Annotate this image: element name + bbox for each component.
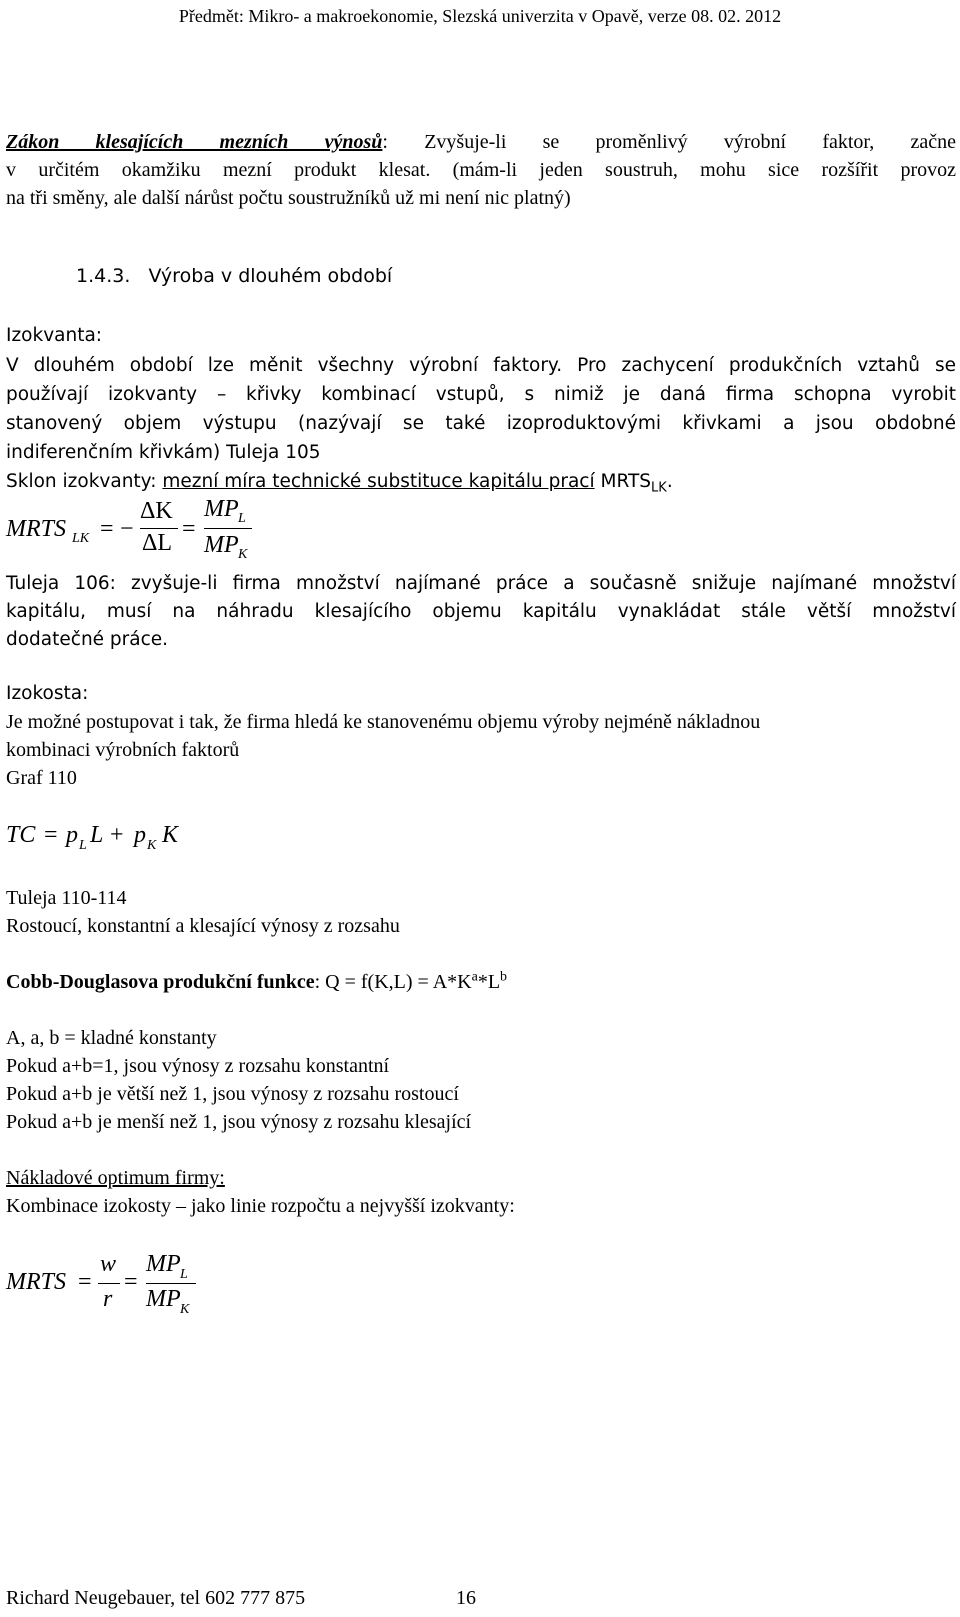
sklon-mrts-sub: LK — [651, 480, 667, 496]
opt-num-mp-sub: L — [180, 1267, 188, 1282]
opt-lhs: MRTS — [6, 1269, 66, 1295]
page-header: Předmět: Mikro- a makroekonomie, Slezská univerzita v Opavě, verze 08. 02. 2012 — [178, 6, 782, 26]
footer-page-number: 16 — [456, 1587, 476, 1609]
izokosta-line-3: Graf 110 — [6, 767, 77, 789]
optimum-heading: Nákladové optimum firmy: — [6, 1167, 225, 1189]
mrts-fraction-line-1 — [140, 528, 178, 529]
tc-p-k-sub: K — [147, 838, 157, 853]
opt-fraction-line-2 — [146, 1283, 196, 1284]
mrts-num-mp-sub: L — [238, 511, 246, 526]
tuleja106-line-3: dodatečné práce. — [6, 629, 169, 650]
opt-num-w: w — [100, 1251, 117, 1277]
section-title: Výroba v dlouhém období — [148, 265, 393, 287]
zakon-term: Zákon klesajících mezních výnosů — [6, 131, 383, 153]
zakon-line-1 — [6, 128, 956, 156]
konstanty-line-4: Pokud a+b je menší než 1, jsou výnosy z rozsahu klesající — [6, 1111, 472, 1133]
izokosta-heading: Izokosta: — [6, 683, 89, 704]
zakon-line-2: v určitém okamžiku mezní produkt klesat. (mám-li jeden soustruh, mohu sice rozšířit provoz — [6, 159, 956, 181]
opt-num-mp: MP — [146, 1251, 181, 1277]
section-heading — [76, 262, 392, 290]
tc-p-l: p — [66, 822, 78, 848]
cobb-douglas-line — [6, 968, 507, 996]
opt-den-mp: MP — [146, 1286, 181, 1312]
konstanty-line-1: A, a, b = kladné konstanty — [6, 1027, 217, 1049]
mrts-equals: = — [100, 516, 114, 542]
opt-equals-2: = — [124, 1269, 138, 1295]
section-number: 1.4.3. — [76, 265, 131, 287]
izokvanta-line-4: indiferenčním křivkám) Tuleja 105 — [6, 442, 321, 463]
zakon-line-3: na tři směny, ale další nárůst počtu soustružníků už mi není nic platný) — [6, 187, 571, 209]
cobb-douglas-sup-a: a — [471, 969, 478, 985]
cobb-douglas-rest-a: : Q = f(K,L) = A*K — [314, 971, 472, 993]
mrts-num-mp: MP — [204, 496, 239, 522]
tc-k: K — [162, 822, 179, 848]
opt-fraction-line-1 — [98, 1283, 120, 1284]
izokvanta-line-2: používají izokvanty – křivky kombinací vstupů, s nimiž je daná firma schopna vyrobit — [6, 384, 956, 405]
izokosta-line-2: kombinaci výrobních faktorů — [6, 739, 240, 761]
mrts-equals-2: = — [182, 516, 196, 542]
tc-equals: = — [44, 822, 58, 848]
izokosta-line-1: Je možné postupovat i tak, že firma hledá ke stanovenému objemu výroby nejméně nákladnou — [6, 711, 761, 733]
mrts-lhs-sub: LK — [72, 531, 90, 546]
izokvanta-heading: Izokvanta: — [6, 325, 103, 346]
mrts-den-delta-l: ΔL — [142, 530, 173, 556]
footer-author: Richard Neugebauer, tel 602 777 875 — [6, 1587, 306, 1609]
mrts-den-mp: MP — [204, 532, 239, 558]
tc-lhs: TC — [6, 822, 36, 848]
opt-den-mp-sub: K — [180, 1302, 190, 1317]
sklon-prefix: Sklon izokvanty: — [6, 471, 163, 492]
mrts-lhs: MRTS — [6, 516, 66, 542]
optimum-line-1: Kombinace izokosty – jako linie rozpočtu a nejvyšší izokvanty: — [6, 1195, 515, 1217]
tuleja106-line-2: kapitálu, musí na náhradu klesajícího objemu kapitálu vynakládat stále větší množství — [6, 601, 956, 622]
konstanty-line-2: Pokud a+b=1, jsou výnosy z rozsahu konstantní — [6, 1055, 390, 1077]
sklon-end: . — [666, 471, 673, 492]
rozsah-line-2: Rostoucí, konstantní a klesající výnosy z rozsahu — [6, 915, 400, 937]
izokvanta-line-1: V dlouhém období lze měnit všechny výrobní faktory. Pro zachycení produkčních vztahů se — [6, 355, 956, 376]
sklon-link: mezní míra technické substituce kapitálu prací — [162, 471, 595, 492]
mrts-num-delta-k: ΔK — [140, 498, 173, 524]
zakon-line-1-rest: : Zvyšuje-li se proměnlivý výrobní faktor, začne — [382, 131, 956, 153]
tc-p-l-sub: L — [79, 838, 87, 853]
cobb-douglas-term: Cobb-Douglasova produkční funkce — [6, 971, 315, 993]
tuleja106-line-1: Tuleja 106: zvyšuje-li firma množství najímané práce a současně snižuje najímané množství — [6, 573, 956, 594]
tc-l: L — [90, 822, 104, 848]
cobb-douglas-rest-b: *L — [477, 971, 501, 993]
opt-equals: = — [78, 1269, 92, 1295]
mrts-minus: − — [120, 516, 134, 542]
izokvanta-line-3: stanovený objem výstupu (nazývají se také izoproduktovými křivkami a jsou obdobné — [6, 413, 956, 434]
cobb-douglas-sup-b: b — [500, 969, 508, 985]
tc-plus: + — [110, 822, 124, 848]
mrts-fraction-line-2 — [204, 528, 252, 529]
konstanty-line-3: Pokud a+b je větší než 1, jsou výnosy z rozsahu rostoucí — [6, 1083, 459, 1105]
mrts-den-mp-sub: K — [238, 547, 248, 562]
tc-p-k: p — [134, 822, 146, 848]
sklon-mrts: MRTS — [594, 471, 652, 492]
rozsah-line-1: Tuleja 110-114 — [6, 887, 127, 909]
opt-den-r: r — [103, 1286, 113, 1312]
sklon-line — [6, 468, 673, 496]
